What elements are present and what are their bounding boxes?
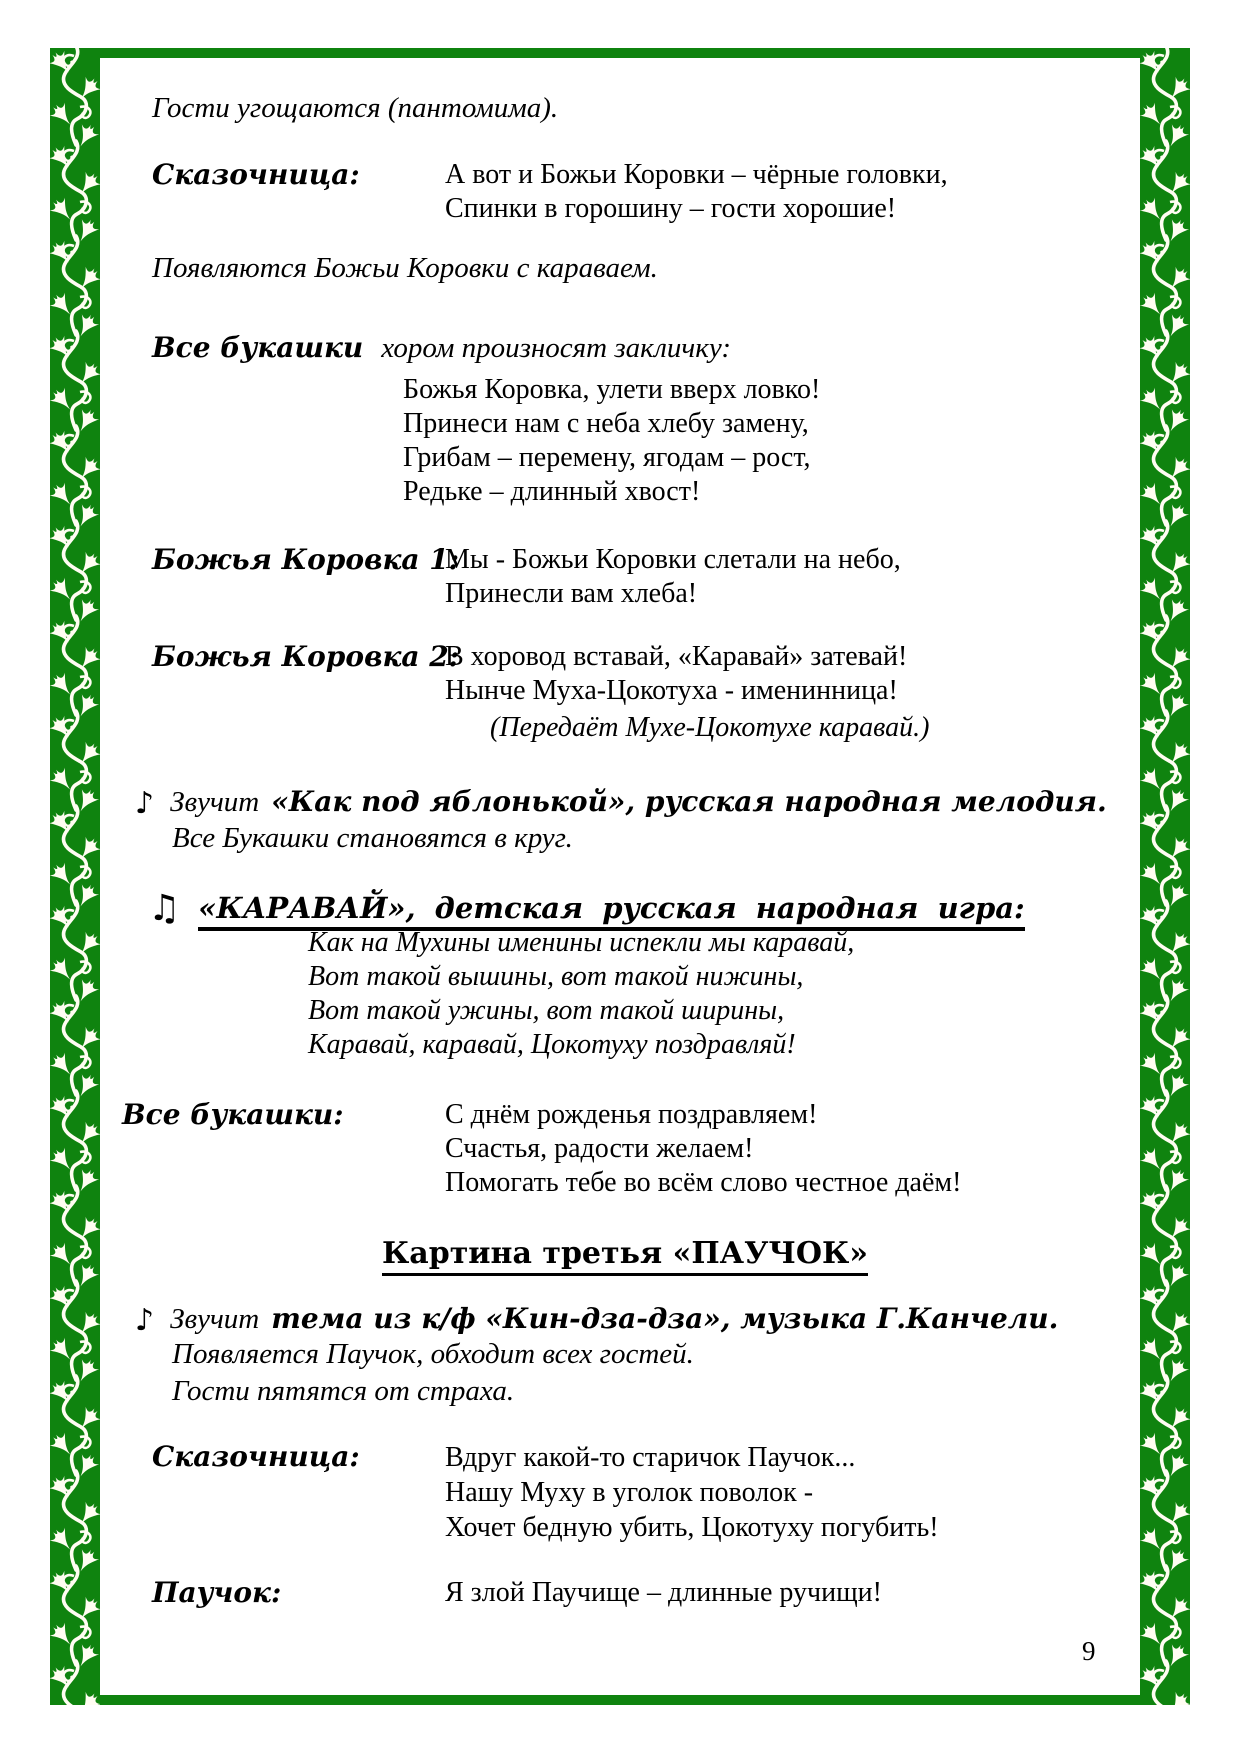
dialogue-line: Помогать тебе во всём слово честное даём! — [445, 1167, 962, 1198]
speaker-name: Паучок: — [152, 1576, 282, 1609]
speaker-name: Сказочница: — [152, 1440, 360, 1473]
stage-note: (Передаёт Мухе-Цокотухе каравай.) — [490, 712, 930, 743]
speaker-name: Божья Коровка 2: — [152, 640, 460, 673]
song-line: Вот такой вышины, вот такой нижины, — [308, 961, 804, 992]
chant-line: Божья Коровка, улети вверх ловко! — [403, 374, 821, 405]
dialogue-line: Нашу Муху в уголок поволок - — [445, 1477, 814, 1508]
dialogue-line: Мы - Божьи Коровки слетали на небо, — [445, 544, 901, 575]
dialogue-line: В хоровод вставай, «Каравай» затевай! — [445, 641, 908, 672]
floral-vine-border-right — [1140, 48, 1190, 1705]
chant-line: Редьке – длинный хвост! — [403, 476, 701, 507]
stage-direction: Появляются Божьи Коровки с караваем. — [152, 252, 658, 284]
dialogue-line: Вдруг какой-то старичок Паучок... — [445, 1442, 856, 1473]
song-line: Вот такой ужины, вот такой ширины, — [308, 995, 785, 1026]
stage-direction: Гости угощаются (пантомима). — [152, 92, 559, 124]
dialogue-line: Хочет бедную убить, Цокотуху погубить! — [445, 1512, 939, 1543]
dialogue-line: С днём рожденья поздравляем! — [445, 1099, 818, 1130]
song-lines — [308, 926, 854, 1062]
speaker-name: Сказочница: — [152, 158, 360, 191]
dialogue-line: Счастья, радости желаем! — [445, 1133, 754, 1164]
music-cue-prefix: Звучит — [170, 1303, 260, 1335]
speaker-name: Божья Коровка 1: — [152, 543, 460, 576]
stage-direction: Все Букашки становятся в круг. — [172, 822, 573, 854]
dialogue-line: Принесли вам хлеба! — [445, 578, 698, 609]
speaker-name: Все букашки — [152, 331, 364, 364]
dialogue-line: А вот и Божьи Коровки – чёрные головки, — [445, 159, 948, 190]
scene-heading: Картина третья «ПАУЧОК» — [110, 1236, 1140, 1271]
floral-vine-border-left — [50, 48, 100, 1705]
frame-top-line — [100, 48, 1140, 58]
music-cue-title: «Как под яблонькой», русская народная мелодия. — [271, 785, 1107, 818]
music-notes-icon: ♫ — [148, 888, 181, 929]
chant-lines — [403, 373, 820, 509]
music-cue-prefix: Звучит — [170, 786, 260, 818]
music-cue — [135, 783, 1107, 825]
song-line: Каравай, каравай, Цокотуху поздравляй! — [308, 1029, 796, 1060]
frame-bottom-line — [100, 1695, 1140, 1705]
dialogue-line: Нынче Муха-Цокотуха - именинница! — [445, 675, 898, 706]
music-cue-title: тема из к/ф «Кин-дза-дза», музыка Г.Канчели. — [271, 1302, 1059, 1335]
chant-line: Принеси нам с неба хлебу замену, — [403, 408, 809, 439]
game-heading-text: «КАРАВАЙ», детская русская народная игра: — [198, 891, 1024, 931]
stage-direction: Появляется Паучок, обходит всех гостей. Гости пятятся от страха. — [172, 1338, 694, 1407]
chant-header — [152, 331, 731, 365]
page-number: 9 — [1082, 1636, 1096, 1666]
music-note-icon: ♪ — [135, 786, 155, 821]
chant-intro: хором произносят закличку: — [381, 332, 731, 364]
chant-line: Грибам – перемену, ягодам – рост, — [403, 442, 811, 473]
game-heading — [148, 888, 1025, 929]
dialogue-line: Спинки в горошину – гости хорошие! — [445, 193, 897, 224]
song-line: Как на Мухины именины испекли мы каравай, — [308, 927, 855, 958]
speaker-name: Все букашки: — [122, 1098, 344, 1131]
dialogue-line: Я злой Паучище – длинные ручищи! — [445, 1577, 882, 1608]
music-note-icon: ♪ — [135, 1303, 155, 1338]
